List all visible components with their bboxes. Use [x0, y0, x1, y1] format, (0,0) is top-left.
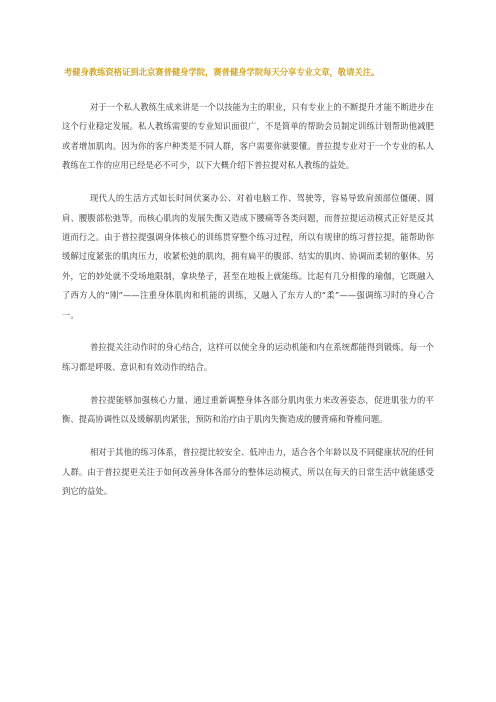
promo-header: 考健身教练资格证到北京赛普健身学院，赛普健身学院每天分享专业文章，敬请关注。 [64, 67, 380, 77]
paragraph-modern-lifestyle: 现代人的生活方式如长时间伏案办公、对着电脑工作、驾驶等，容易导致肩颈部位僵硬、圆肩、腰腹部松弛等，而核心肌肉的发展失衡又造成下腰痛等各类问题，而普拉提运动模式正好是反其道而行之。由于普拉提强调身体核心的训练贯穿整个练习过程，所以有规律的练习普拉提，能帮助你缓解过度紧张的肌肉压力，收紧松弛的肌肉，拥有扁平的腹部、结实的肌肉、协调而柔韧的躯体。另外，它的妙处就不受场地限制，拿块垫子，甚至在地板上就能练。比起有几分相像的瑜伽，它既融入了西方人的“刚”——注重身体肌肉和机能的训练，又融入了东方人的“柔”——强调练习时的身心合一。 [62, 193, 434, 320]
paragraph-mind-body: 普拉提关注动作时的身心结合，这样可以使全身的运动机能和内在系统都能得到锻炼。每一个练习都是呼吸、意识和有效动作的结合。 [62, 342, 434, 372]
paragraph-safety: 相对于其他的练习体系，普拉提比较安全、低冲击力，适合各个年龄以及不同健康状况的任何人群。由于普拉提更关注于如何改善身体各部分的整体运动模式，所以在每天的日常生活中就能感受到它的益处。 [62, 447, 434, 496]
paragraph-intro: 对于一个私人教练生成来讲是一个以技能为主的职业，只有专业上的不断提升才能不断进步在这个行业稳定发展。私人教练需要的专业知识面很广，不是简单的帮助会员制定训练计划帮助他减肥或者增加肌肉。因为你的客户种类是不同人群，客户需要你就要懂。普拉提专业对于一个专业的私人教练在工作的应用已经是必不可少，以下大概介绍下普拉提对私人教练的益处。 [62, 102, 434, 171]
paragraph-core-strength: 普拉提能够加强核心力量、通过重新调整身体各部分肌肉张力来改善姿态，促进肌张力的平衡、提高协调性以及缓解肌肉紧张，预防和治疗由于肌肉失衡造成的腰背痛和脊椎问题。 [62, 394, 434, 425]
document-body [62, 66, 434, 515]
